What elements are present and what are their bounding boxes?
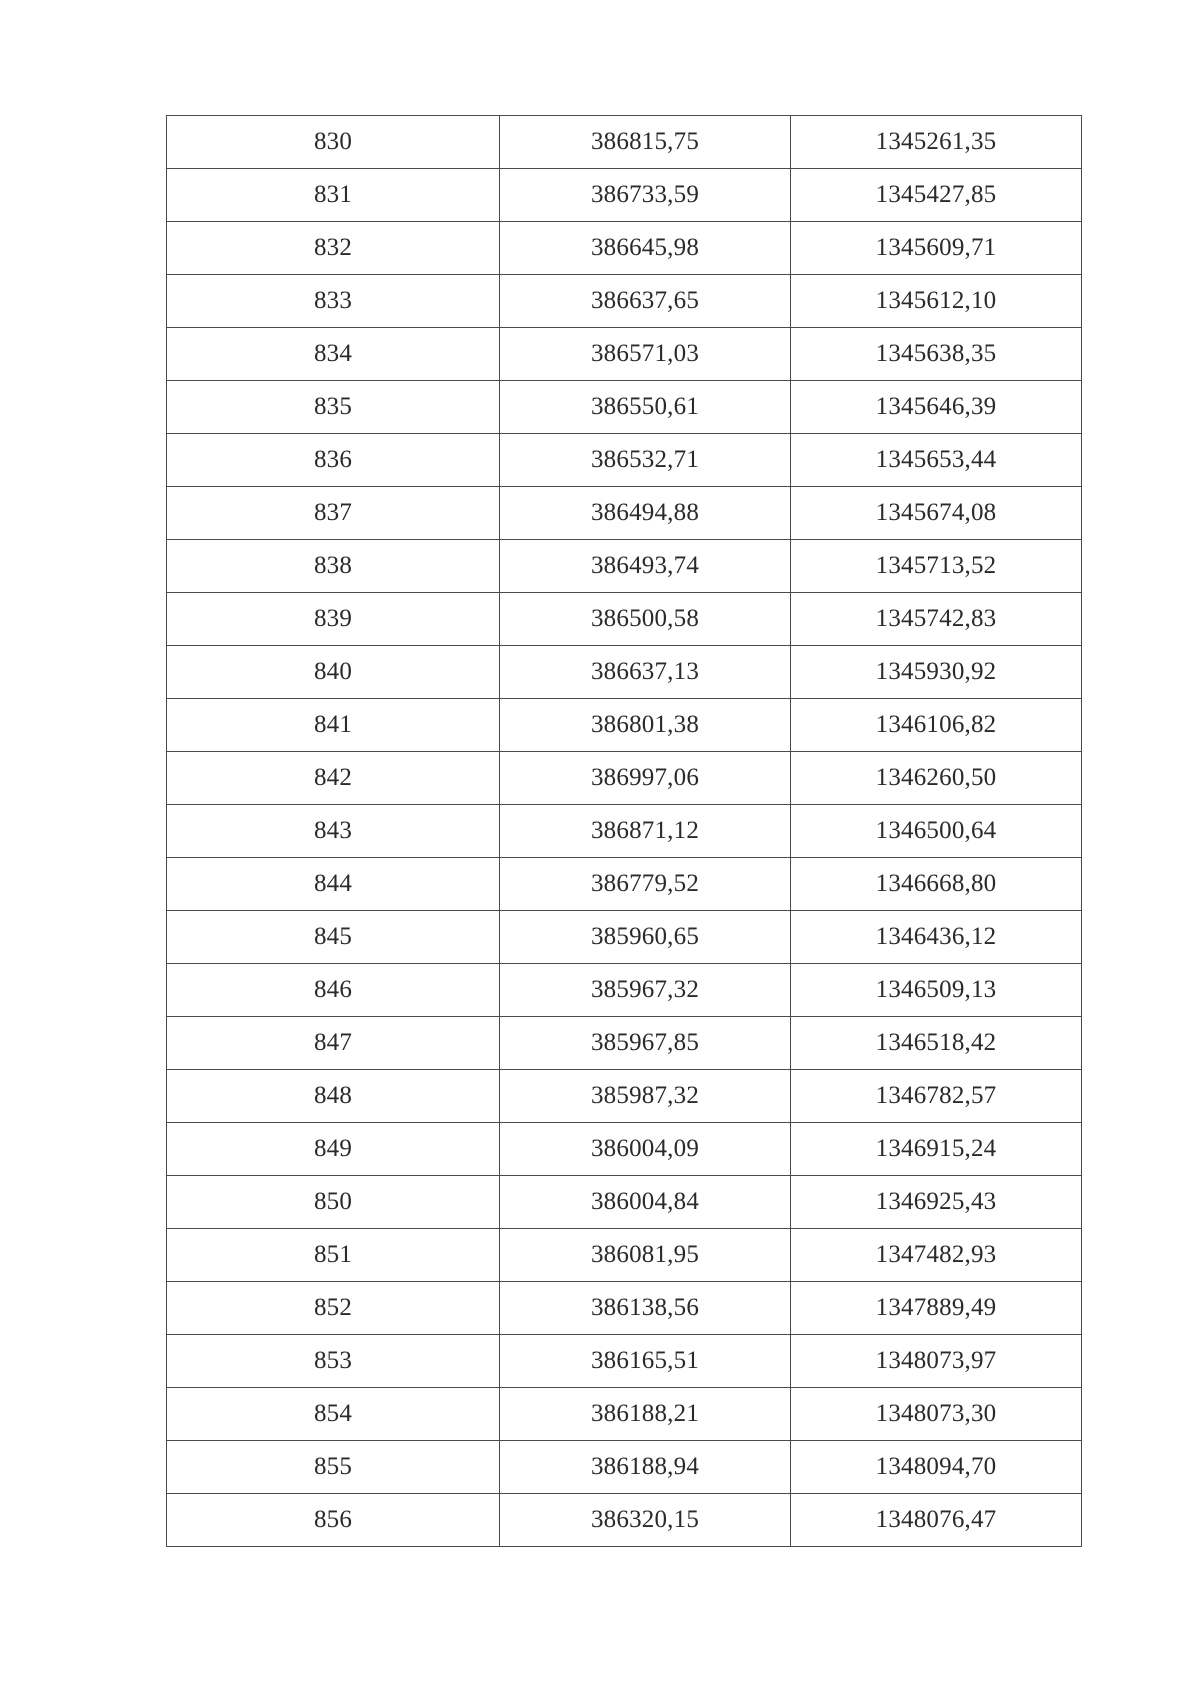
table-row xyxy=(167,699,1082,752)
coordinate-y-cell: 1346925,43 xyxy=(791,1176,1082,1229)
point-number-cell: 850 xyxy=(167,1176,500,1229)
table-row xyxy=(167,328,1082,381)
coordinate-x-cell: 386532,71 xyxy=(500,434,791,487)
table-row xyxy=(167,1017,1082,1070)
coordinate-y-cell: 1346782,57 xyxy=(791,1070,1082,1123)
coordinate-x-cell: 386493,74 xyxy=(500,540,791,593)
point-number-cell: 846 xyxy=(167,964,500,1017)
table-row xyxy=(167,540,1082,593)
coordinate-x-cell: 386801,38 xyxy=(500,699,791,752)
point-number-cell: 833 xyxy=(167,275,500,328)
coordinate-x-cell: 386645,98 xyxy=(500,222,791,275)
coordinate-x-cell: 386571,03 xyxy=(500,328,791,381)
coordinate-x-cell: 386138,56 xyxy=(500,1282,791,1335)
point-number-cell: 843 xyxy=(167,805,500,858)
table-row xyxy=(167,752,1082,805)
coordinate-y-cell: 1345713,52 xyxy=(791,540,1082,593)
coordinate-y-cell: 1345612,10 xyxy=(791,275,1082,328)
point-number-cell: 855 xyxy=(167,1441,500,1494)
table-row xyxy=(167,858,1082,911)
point-number-cell: 856 xyxy=(167,1494,500,1547)
coordinate-y-cell: 1348076,47 xyxy=(791,1494,1082,1547)
coordinate-y-cell: 1346509,13 xyxy=(791,964,1082,1017)
coordinate-y-cell: 1348073,97 xyxy=(791,1335,1082,1388)
coordinate-y-cell: 1345609,71 xyxy=(791,222,1082,275)
point-number-cell: 847 xyxy=(167,1017,500,1070)
table-row xyxy=(167,275,1082,328)
table-row xyxy=(167,1388,1082,1441)
table-row xyxy=(167,1070,1082,1123)
point-number-cell: 836 xyxy=(167,434,500,487)
point-number-cell: 842 xyxy=(167,752,500,805)
coordinates-table xyxy=(166,115,1082,1547)
point-number-cell: 854 xyxy=(167,1388,500,1441)
coordinate-y-cell: 1348094,70 xyxy=(791,1441,1082,1494)
table-row xyxy=(167,805,1082,858)
point-number-cell: 841 xyxy=(167,699,500,752)
point-number-cell: 844 xyxy=(167,858,500,911)
coordinate-y-cell: 1345427,85 xyxy=(791,169,1082,222)
coordinate-y-cell: 1347889,49 xyxy=(791,1282,1082,1335)
table-row xyxy=(167,1123,1082,1176)
coordinate-y-cell: 1346500,64 xyxy=(791,805,1082,858)
coordinate-y-cell: 1345638,35 xyxy=(791,328,1082,381)
table-row xyxy=(167,434,1082,487)
coordinate-x-cell: 386004,09 xyxy=(500,1123,791,1176)
table-row xyxy=(167,116,1082,169)
point-number-cell: 845 xyxy=(167,911,500,964)
table-row xyxy=(167,487,1082,540)
coordinate-y-cell: 1346260,50 xyxy=(791,752,1082,805)
table-row xyxy=(167,1176,1082,1229)
table-row xyxy=(167,169,1082,222)
coordinate-y-cell: 1347482,93 xyxy=(791,1229,1082,1282)
coordinate-y-cell: 1345653,44 xyxy=(791,434,1082,487)
coordinate-y-cell: 1346915,24 xyxy=(791,1123,1082,1176)
point-number-cell: 837 xyxy=(167,487,500,540)
coordinate-y-cell: 1346518,42 xyxy=(791,1017,1082,1070)
table-row xyxy=(167,1494,1082,1547)
coordinate-x-cell: 386494,88 xyxy=(500,487,791,540)
point-number-cell: 839 xyxy=(167,593,500,646)
coordinate-x-cell: 386081,95 xyxy=(500,1229,791,1282)
coordinate-x-cell: 386165,51 xyxy=(500,1335,791,1388)
coordinate-y-cell: 1346106,82 xyxy=(791,699,1082,752)
table-row xyxy=(167,1441,1082,1494)
coordinate-x-cell: 385967,32 xyxy=(500,964,791,1017)
coordinate-y-cell: 1345646,39 xyxy=(791,381,1082,434)
point-number-cell: 840 xyxy=(167,646,500,699)
coordinate-y-cell: 1346436,12 xyxy=(791,911,1082,964)
point-number-cell: 851 xyxy=(167,1229,500,1282)
table-row xyxy=(167,1282,1082,1335)
coordinate-x-cell: 386637,13 xyxy=(500,646,791,699)
coordinate-x-cell: 386500,58 xyxy=(500,593,791,646)
table-row xyxy=(167,911,1082,964)
table-row xyxy=(167,593,1082,646)
table-row xyxy=(167,964,1082,1017)
coordinate-y-cell: 1345742,83 xyxy=(791,593,1082,646)
table-row xyxy=(167,646,1082,699)
coordinate-y-cell: 1345261,35 xyxy=(791,116,1082,169)
point-number-cell: 838 xyxy=(167,540,500,593)
point-number-cell: 848 xyxy=(167,1070,500,1123)
coordinate-x-cell: 386320,15 xyxy=(500,1494,791,1547)
coordinate-x-cell: 386997,06 xyxy=(500,752,791,805)
coordinate-x-cell: 386815,75 xyxy=(500,116,791,169)
coordinate-x-cell: 385967,85 xyxy=(500,1017,791,1070)
point-number-cell: 831 xyxy=(167,169,500,222)
coordinate-x-cell: 386004,84 xyxy=(500,1176,791,1229)
coordinate-x-cell: 385960,65 xyxy=(500,911,791,964)
table-row xyxy=(167,222,1082,275)
coordinate-x-cell: 386637,65 xyxy=(500,275,791,328)
coordinate-x-cell: 386188,94 xyxy=(500,1441,791,1494)
point-number-cell: 849 xyxy=(167,1123,500,1176)
point-number-cell: 834 xyxy=(167,328,500,381)
point-number-cell: 852 xyxy=(167,1282,500,1335)
coordinate-y-cell: 1346668,80 xyxy=(791,858,1082,911)
coordinate-x-cell: 386871,12 xyxy=(500,805,791,858)
coordinate-x-cell: 386733,59 xyxy=(500,169,791,222)
point-number-cell: 830 xyxy=(167,116,500,169)
point-number-cell: 832 xyxy=(167,222,500,275)
coordinates-table-body xyxy=(167,116,1082,1547)
table-row xyxy=(167,1335,1082,1388)
table-row xyxy=(167,1229,1082,1282)
coordinate-y-cell: 1345674,08 xyxy=(791,487,1082,540)
point-number-cell: 835 xyxy=(167,381,500,434)
coordinate-x-cell: 386779,52 xyxy=(500,858,791,911)
coordinate-x-cell: 386188,21 xyxy=(500,1388,791,1441)
coordinate-y-cell: 1345930,92 xyxy=(791,646,1082,699)
point-number-cell: 853 xyxy=(167,1335,500,1388)
coordinate-x-cell: 385987,32 xyxy=(500,1070,791,1123)
coordinate-x-cell: 386550,61 xyxy=(500,381,791,434)
table-row xyxy=(167,381,1082,434)
coordinate-y-cell: 1348073,30 xyxy=(791,1388,1082,1441)
